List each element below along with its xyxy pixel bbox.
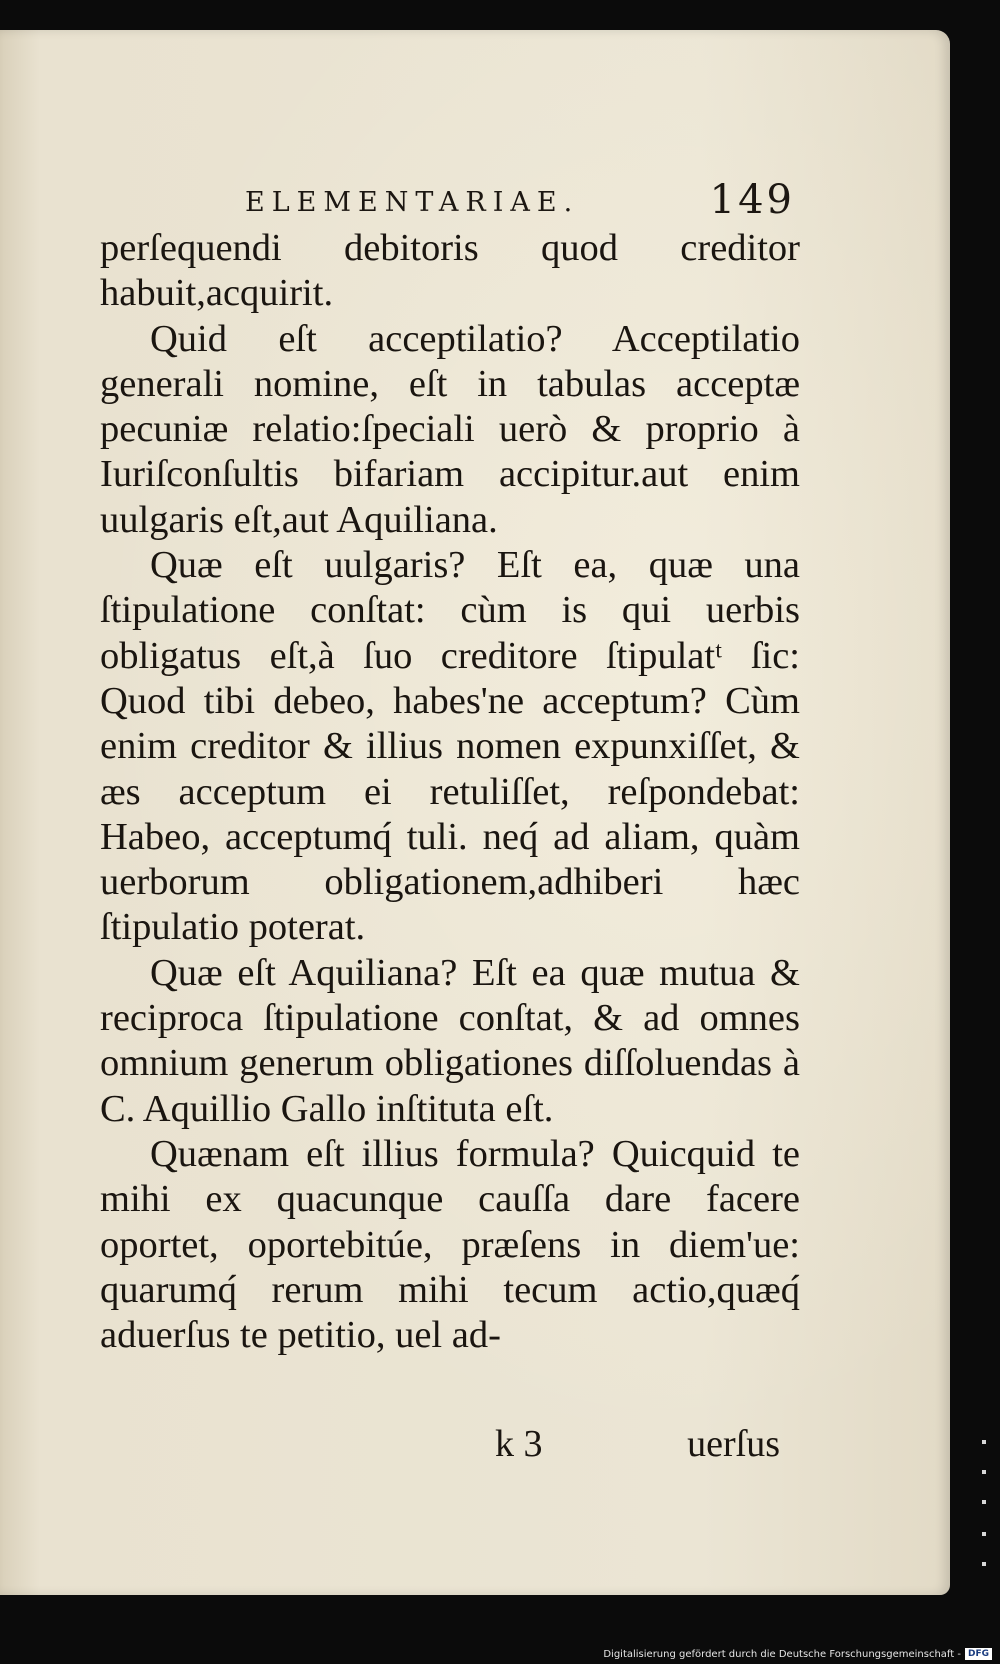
paragraph: Quæ eſt Aquiliana? Eſt ea quæ mutua & reciproca ſtipulatione conſtat, & ad omnes omnium generum obligationes diſſoluendas à C. Aquillio Gallo inſtituta eſt. (100, 951, 800, 1130)
body-text (100, 226, 800, 1358)
digitization-credit (603, 1647, 992, 1661)
page-header (245, 165, 795, 225)
page-footer-line (100, 1422, 800, 1470)
running-title: ELEMENTARIAE. (245, 187, 580, 218)
paper-leaf (0, 30, 950, 1595)
page-number: 149 (709, 177, 795, 223)
credit-text: Digitalisierung gefördert durch die Deutsche Forschungsgemeinschaft - (603, 1648, 961, 1660)
edge-marks (982, 1440, 988, 1590)
paragraph: Quid eſt acceptilatio? Acceptilatio generali nomine, eſt in tabulas acceptæ pecuniæ relatio:ſpeciali uerò & proprio à Iuriſconſultis bifariam accipitur.aut enim uulgaris eſt,aut Aquiliana. (100, 317, 800, 541)
paragraph: perſequendi debitoris quod creditor habuit,acquirit. (100, 227, 800, 315)
dfg-logo-icon: DFG (965, 1648, 992, 1660)
paragraph: Quæ eſt uulgaris? Eſt ea, quæ una ſtipulatione conſtat: cùm is qui uerbis obligatus eſt,à ſuo creditore ſtipulatᵗ ſic: Quod tibi debeo, habes'ne acceptum? Cùm enim creditor & illius nomen expunxiſſet, & æs acceptum ei retuliſſet, reſpondebat: Habeo, acceptumq́ tuli. neq́ ad aliam, quàm uerborum obligationem,adhiberi hæc ſtipulatio poterat. (100, 544, 800, 949)
catchword: uerſus (687, 1423, 780, 1465)
signature-mark: k 3 (495, 1423, 543, 1465)
paragraph: Quænam eſt illius formula? Quicquid te mihi ex quacunque cauſſa dare facere oportet, oportebitúe, præſens in diem'ue: quarumq́ rerum mihi tecum actio,quæq́ aduerſus te petitio, uel ad- (100, 1132, 800, 1357)
